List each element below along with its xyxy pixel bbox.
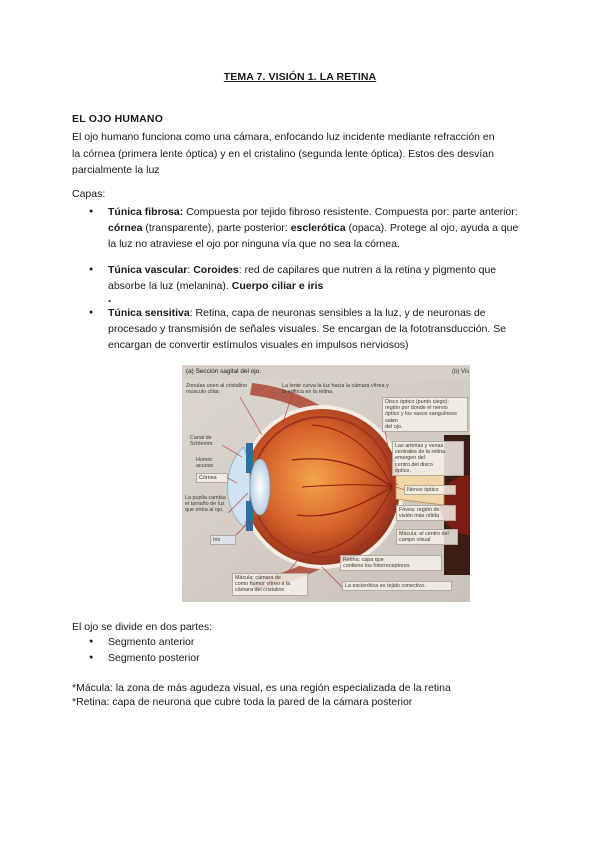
- layer-bold: Cuerpo ciliar e iris: [231, 280, 324, 293]
- layer-term: Túnica vascular: [108, 264, 188, 276]
- part-item-anterior: ● Segmento anterior: [108, 634, 194, 650]
- layer-text: Compuesta por tejido fibroso resistente. Compuesta por: parte anterior:: [183, 206, 518, 218]
- eye-diagram: [182, 365, 470, 602]
- label-central-vessels: Las arterias y venas centrales de la retina emergen del centro del disco óptico.: [392, 441, 464, 476]
- label-optic-disc: Disco óptico (punto ciego): región por donde el nervio óptico y los vasos sanguíneos salen del ojo.: [382, 397, 468, 432]
- intro-line-1: El ojo humano funciona como una cámara, enfocando luz incidente mediante refracción en: [72, 131, 495, 143]
- layer-item-vascular: [108, 262, 528, 294]
- figure-corner-label: (b) Vis: [452, 369, 470, 375]
- label-vitreous: Mácula: cámara de como humor vítreo a la cámara del cristalino: [232, 573, 308, 596]
- label-iris: Iris: [210, 535, 236, 545]
- label-retina: Retina: capa que contiene los fotorreceptores: [340, 555, 442, 571]
- layer-term: Túnica sensitiva: [108, 307, 190, 319]
- intro-line-2: la córnea (primera lente óptica) y en el cristalino (segunda lente óptica). Estos des desvían: [72, 147, 494, 160]
- label-macula-center: Mácula: el centro del campo visual: [396, 529, 458, 545]
- layers-label: Capas:: [72, 188, 106, 200]
- label-aqueous-humor: Humor acuoso: [196, 457, 214, 470]
- label-fovea: Fóvea: región de visión más nítida: [396, 505, 456, 521]
- layer-text: : Retina, capa de neuronas sensibles a la luz, y de neuronas de procesado y transmisión de señales visuales. Se encargan de la fototransducción. Se encargan de convertir estímulos visuales en impulsos nerviosos): [108, 307, 507, 352]
- layer-bold: córnea: [108, 222, 143, 235]
- layer-term: Túnica fibrosa:: [108, 206, 184, 218]
- label-cornea: Córnea: [196, 473, 228, 483]
- part-item-posterior: ● Segmento posterior: [108, 650, 200, 666]
- stray-dot: .: [108, 291, 112, 305]
- layer-text: (transparente), parte posterior:: [142, 222, 291, 235]
- figure-caption: (a) Sección sagital del ojo.: [186, 368, 261, 375]
- intro-paragraph: [72, 129, 532, 179]
- layer-item-fibrosa: [108, 204, 528, 253]
- label-schlemm-canal: Canal de Schlemm: [190, 435, 213, 448]
- note-retina: *Retina: capa de neurona que cubre toda la pared de la cámara posterior: [72, 696, 413, 708]
- layer-bold: esclerótica: [290, 222, 346, 235]
- layer-text: (opaca). Protege al ojo, ayuda a que la luz no atraviese el ojo por ninguna vía que no sea la córnea.: [108, 222, 519, 251]
- page-title: TEMA 7. VISIÓN 1. LA RETINA: [223, 71, 377, 83]
- section-heading: EL OJO HUMANO: [72, 113, 164, 125]
- layer-text: :: [187, 264, 194, 276]
- layer-text: : red de capilares que nutren a la retina y pigmento que absorbe la luz (melanina).: [108, 264, 497, 293]
- label-sclera: La esclerótica es tejido conectivo.: [342, 581, 452, 591]
- label-pupil: La pupila cambia el tamaño de luz que entra al ojo.: [185, 495, 226, 514]
- label-optic-nerve: Nervio óptico: [404, 485, 456, 495]
- layer-bold: Coroides: [193, 264, 239, 276]
- intro-line-3: parcialmente la luz: [72, 164, 160, 177]
- label-zonule-fibers: Zonulas unen al cristalino músculo ciliar.: [186, 383, 248, 396]
- layer-item-sensitiva: [108, 305, 528, 354]
- label-lens-curve: La lente curva la luz hacia la cámara vítrea y la enfoca en la retina.: [282, 383, 389, 396]
- parts-label: El ojo se divide en dos partes:: [72, 621, 213, 633]
- note-macula: *Mácula: la zona de más agudeza visual, es una región especializada de la retina: [72, 682, 451, 694]
